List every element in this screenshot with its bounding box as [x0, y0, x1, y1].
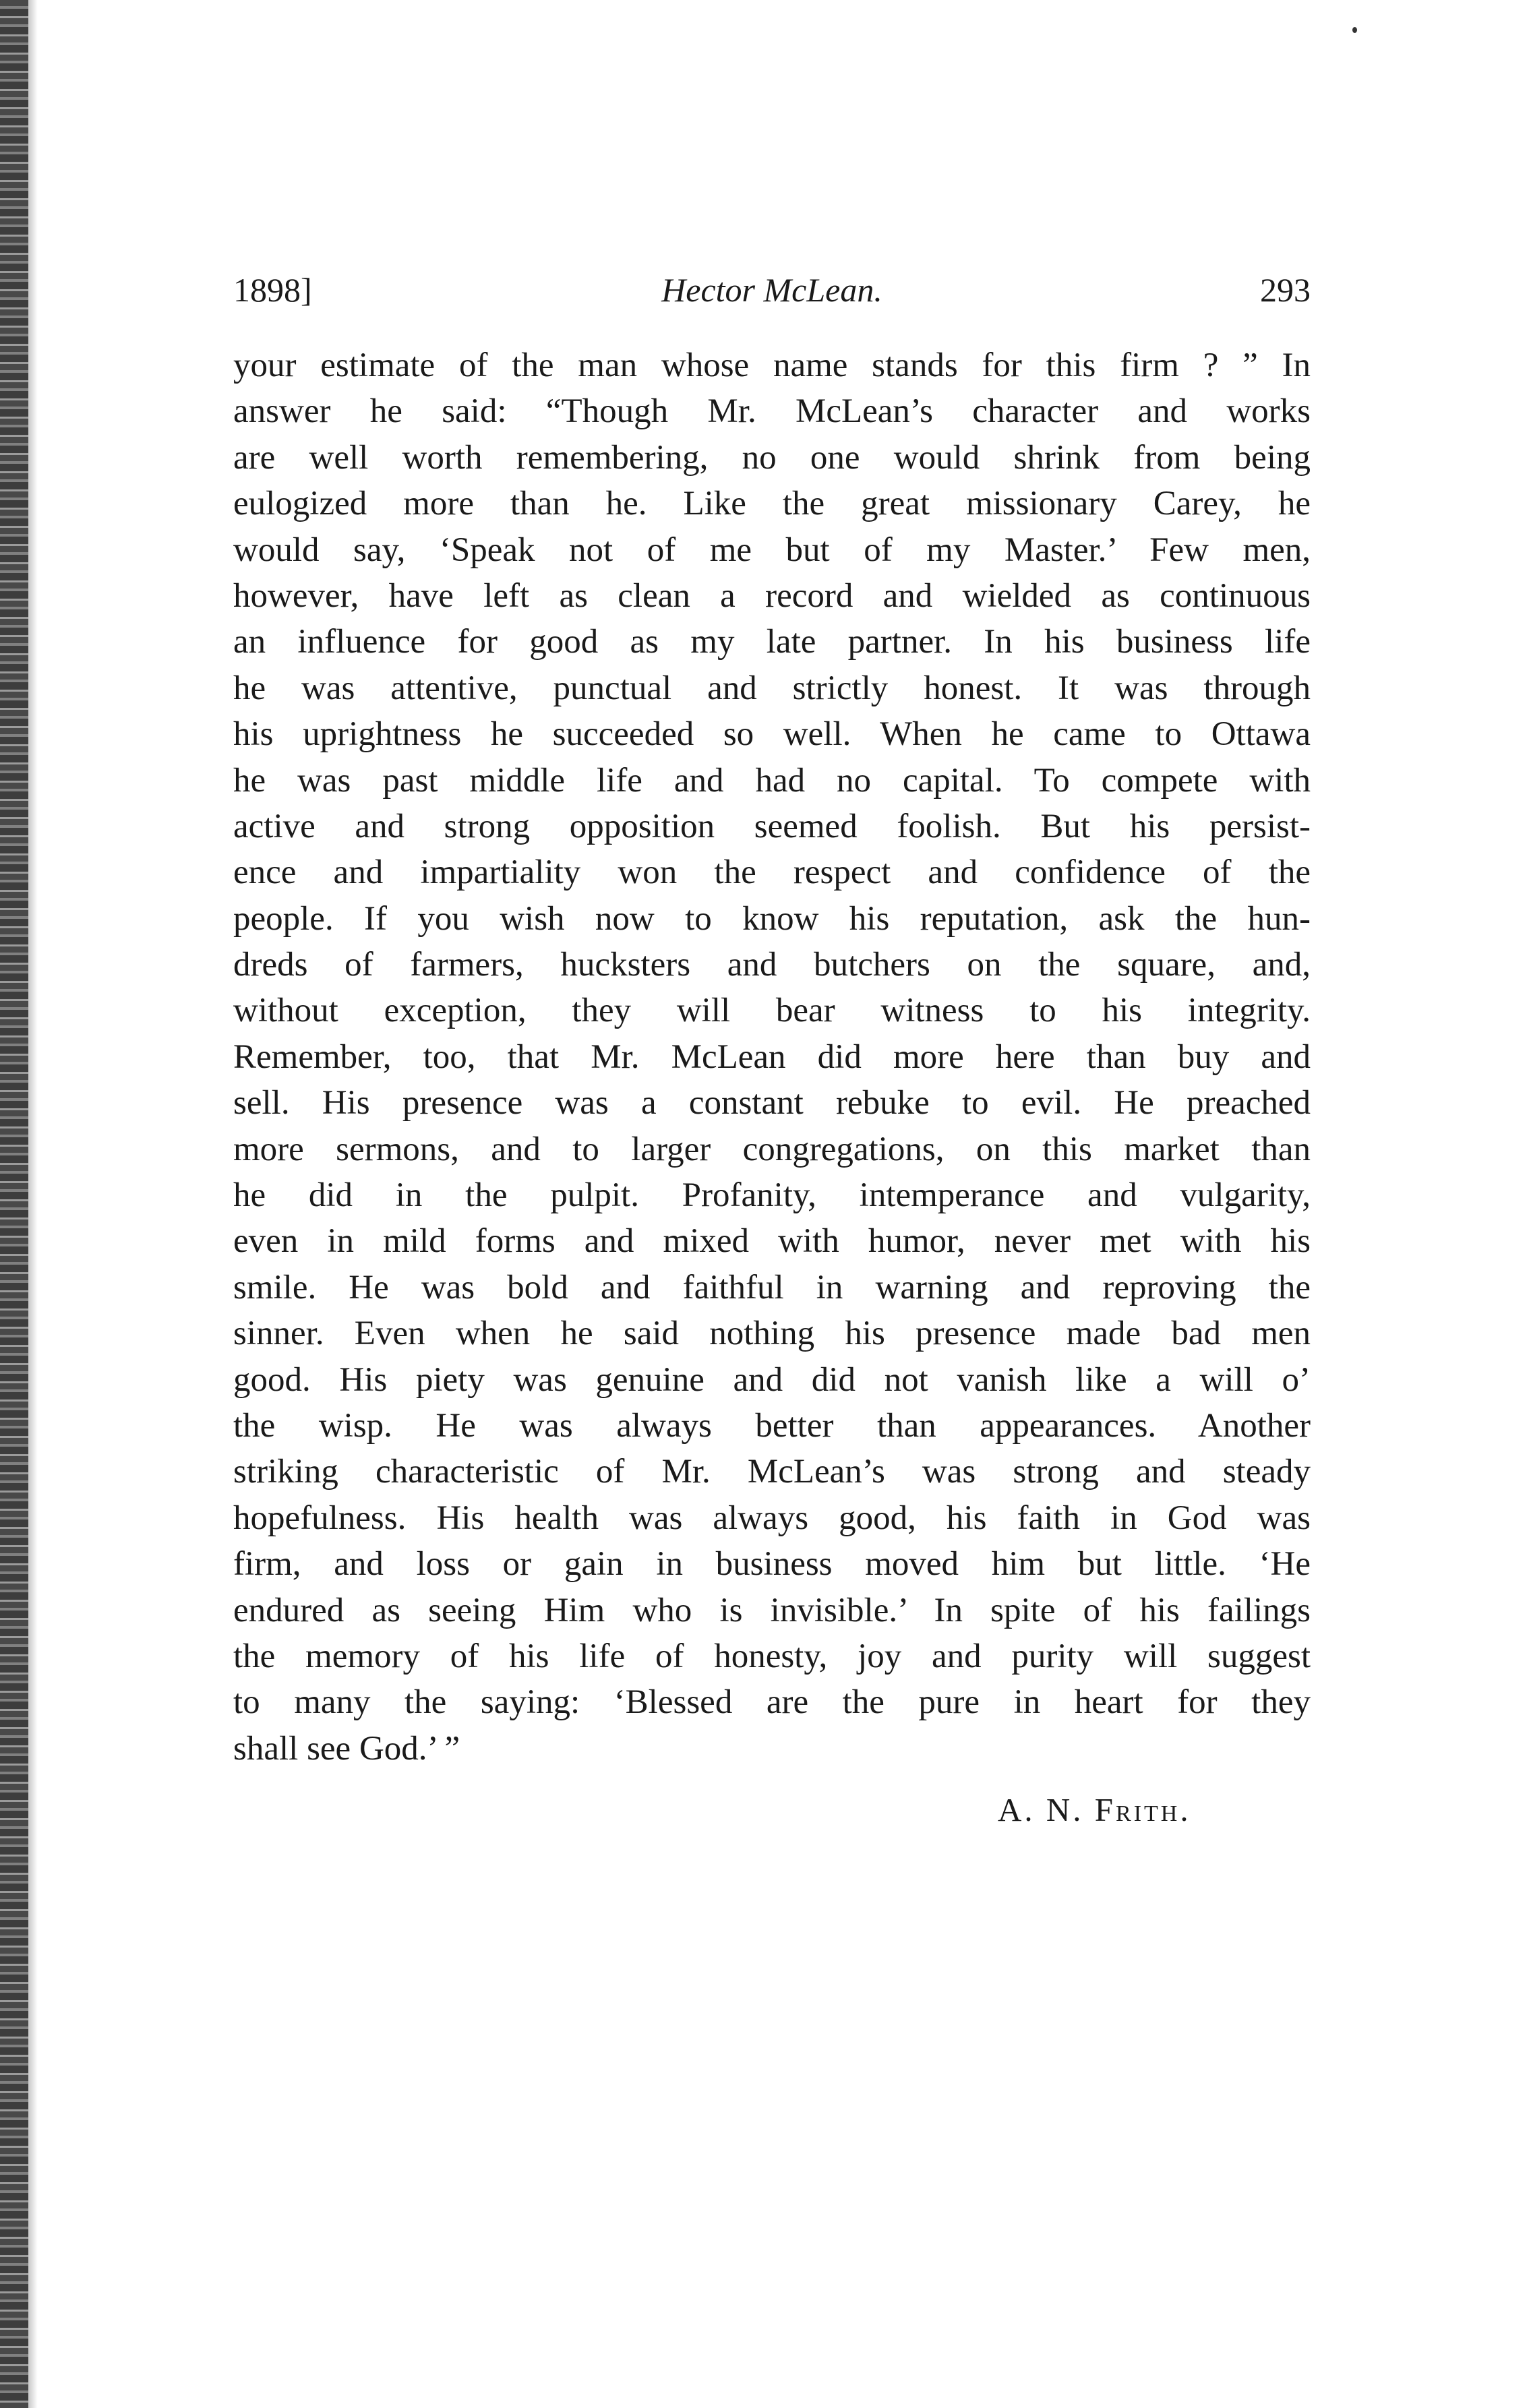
- text-line: hopefulness. His health was always good, his faith in God was: [233, 1499, 1311, 1537]
- text-line: striking characteristic of Mr. McLean’s was strong and steady: [233, 1453, 1311, 1491]
- text-line: firm, and loss or gain in business moved him but little. ‘He: [233, 1545, 1311, 1584]
- page-binding-edge: [0, 0, 28, 2408]
- text-line: his uprightness he succeeded so well. When he came to Ottawa: [233, 715, 1311, 754]
- text-line: to many the saying: ‘Blessed are the pure in heart for they: [233, 1683, 1311, 1722]
- text-line: your estimate of the man whose name stands for this firm ? ” In: [233, 347, 1311, 384]
- text-line: even in mild forms and mixed with humor, never met with his: [233, 1222, 1311, 1261]
- text-line: active and strong opposition seemed foolish. But his persist-: [233, 807, 1311, 845]
- text-line: however, have left as clean a record and wielded as continuous: [233, 576, 1311, 615]
- text-line: Remember, too, that Mr. McLean did more here than buy and: [233, 1037, 1311, 1076]
- running-head-year: 1898]: [233, 271, 312, 309]
- text-line: more sermons, and to larger congregations, on this market than: [233, 1130, 1311, 1168]
- text-line: the memory of his life of honesty, joy and purity will suggest: [233, 1637, 1311, 1675]
- text-line: shall see God.’ ”: [233, 1729, 460, 1768]
- body-text: [233, 342, 1311, 1772]
- text-line: sinner. Even when he said nothing his presence made bad men: [233, 1315, 1311, 1353]
- text-line: are well worth remembering, no one would shrink from being: [233, 438, 1311, 477]
- text-line: endured as seeing Him who is invisible.’ In spite of his failings: [233, 1591, 1311, 1629]
- text-line: sell. His presence was a constant rebuke to evil. He preached: [233, 1084, 1311, 1122]
- text-line: he did in the pulpit. Profanity, intemperance and vulgarity,: [233, 1176, 1311, 1215]
- text-line: without exception, they will bear witness to his integrity.: [233, 992, 1311, 1030]
- page-number: 293: [1260, 271, 1311, 309]
- text-line: eulogized more than he. Like the great missionary Carey, he: [233, 485, 1311, 523]
- text-line: dreds of farmers, hucksters and butchers on the square, and,: [233, 946, 1311, 984]
- text-line: an influence for good as my late partner. In his business life: [233, 623, 1311, 661]
- text-line: good. His piety was genuine and did not vanish like a will o’: [233, 1360, 1311, 1399]
- running-head-title: Hector McLean.: [661, 271, 882, 309]
- text-line: smile. He was bold and faithful in warning and reproving the: [233, 1268, 1311, 1306]
- text-line: people. If you wish now to know his reputation, ask the hun-: [233, 899, 1311, 938]
- running-head: [233, 266, 1311, 313]
- text-line: he was attentive, punctual and strictly honest. It was through: [233, 669, 1311, 707]
- author-signature: A. N. Frith.: [998, 1791, 1191, 1828]
- text-line: he was past middle life and had no capital. To compete with: [233, 761, 1311, 800]
- text-line: ence and impartiality won the respect and confidence of the: [233, 853, 1311, 892]
- text-line: answer he said: “Though Mr. McLean’s character and works: [233, 392, 1311, 431]
- print-speck: [1352, 27, 1357, 33]
- text-line: would say, ‘Speak not of me but of my Master.’ Few men,: [233, 531, 1311, 569]
- text-line: the wisp. He was always better than appearances. Another: [233, 1406, 1311, 1445]
